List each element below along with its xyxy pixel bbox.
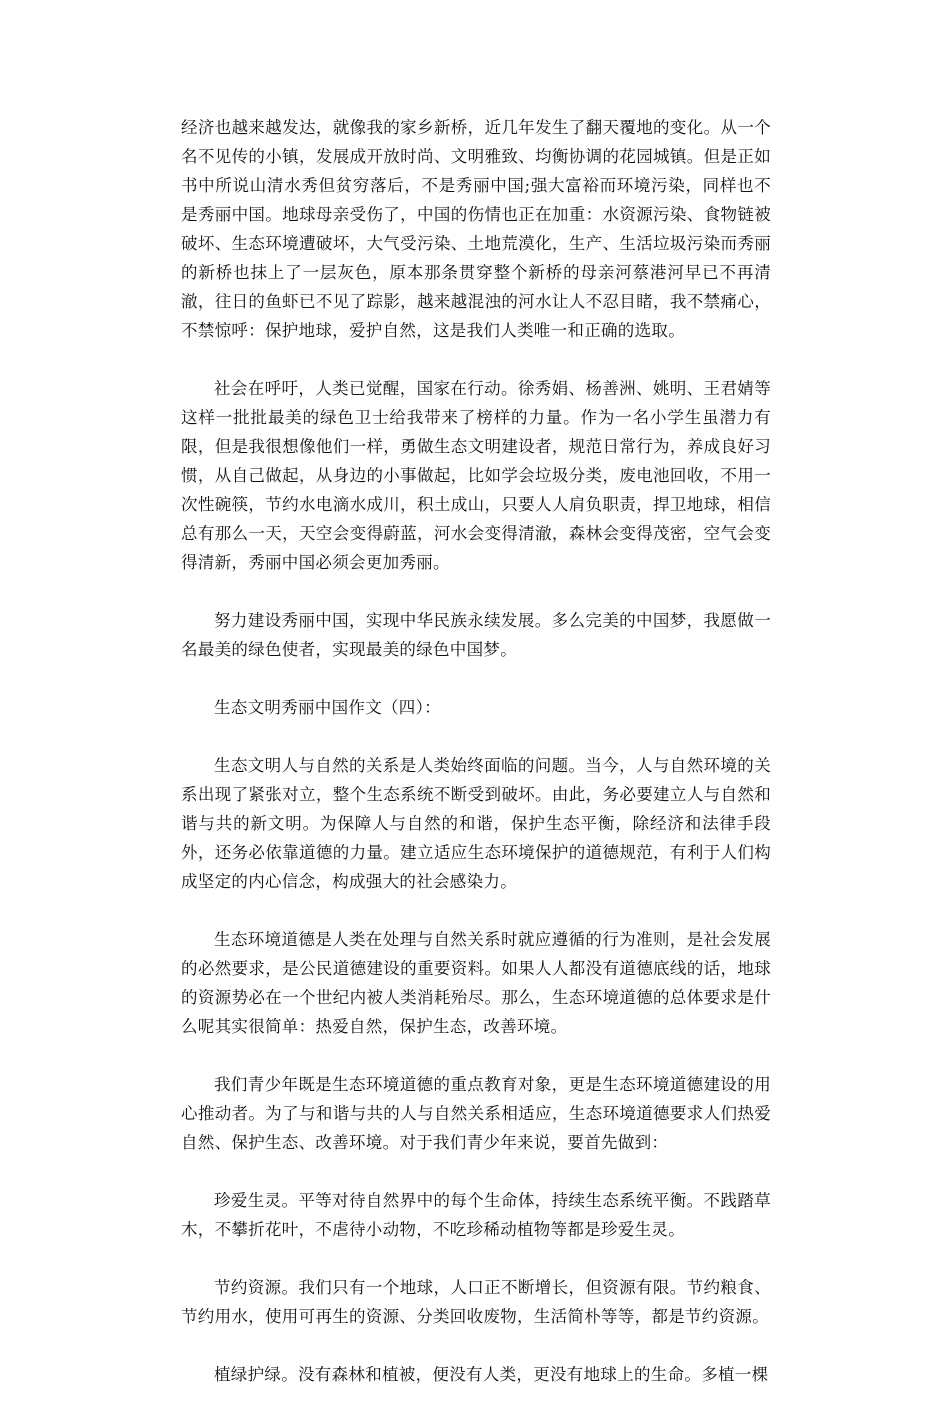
document-body [181,113,771,1418]
paragraph: 珍爱生灵。平等对待自然界中的每个生命体，持续生态系统平衡。不践踏草木，不攀折花叶，不虐待小动物，不吃珍稀动植物等都是珍爱生灵。 [181,1191,771,1239]
paragraph: 努力建设秀丽中国，实现中华民族永续发展。多么完美的中国梦，我愿做一名最美的绿色使者，实现最美的绿色中国梦。 [181,611,771,659]
section-heading: 生态文明秀丽中国作文（四）： [214,698,441,717]
paragraph: 生态环境道德是人类在处理与自然关系时就应遵循的行为准则，是社会发展的必然要求，是公民道德建设的重要资料。如果人人都没有道德底线的话，地球的资源势必在一个世纪内被人类消耗殆尽。那么，生态环境道德的总体要求是什么呢其实很简单：热爱自然，保护生态，改善环境。 [181,930,771,1036]
paragraph: 经济也越来越发达，就像我的家乡新桥，近几年发生了翻天覆地的变化。从一个名不见传的小镇，发展成开放时尚、文明雅致、均衡协调的花园城镇。但是正如书中所说山清水秀但贫穷落后，不是秀丽中国;强大富裕而环境污染，同样也不是秀丽中国。地球母亲受伤了，中国的伤情也正在加重：水资源污染、食物链被破坏、生态环境遭破坏，大气受污染、土地荒漠化，生产、生活垃圾污染而秀丽的新桥也抹上了一层灰色，原本那条贯穿整个新桥的母亲河蔡港河早已不再清澈，往日的鱼虾已不见了踪影，越来越混浊的河水让人不忍目睹，我不禁痛心，不禁惊呼：保护地球，爱护自然，这是我们人类唯一和正确的选取。 [181,118,771,340]
paragraph: 我们青少年既是生态环境道德的重点教育对象，更是生态环境道德建设的用心推动者。为了与和谐与共的人与自然关系相适应，生态环境道德要求人们热爱自然、保护生态、改善环境。对于我们青少年来说，要首先做到： [181,1075,771,1152]
paragraph: 植绿护绿。没有森林和植被，便没有人类，更没有地球上的生命。多植一棵 [214,1365,769,1384]
paragraph: 社会在呼吁，人类已觉醒，国家在行动。徐秀娟、杨善洲、姚明、王君婧等这样一批批最美的绿色卫士给我带来了榜样的力量。作为一名小学生虽潜力有限，但是我很想像他们一样，勇做生态文明建设者，规范日常行为，养成良好习惯，从自己做起，从身边的小事做起，比如学会垃圾分类，废电池回收，不用一次性碗筷，节约水电滴水成川，积土成山，只要人人肩负职责，捍卫地球，相信总有那么一天，天空会变得蔚蓝，河水会变得清澈，森林会变得茂密，空气会变得清新，秀丽中国必须会更加秀丽。 [181,379,771,572]
paragraph: 节约资源。我们只有一个地球，人口正不断增长，但资源有限。节约粮食、节约用水，使用可再生的资源、分类回收废物，生活简朴等等，都是节约资源。 [181,1278,771,1326]
paragraph: 生态文明人与自然的关系是人类始终面临的问题。当今，人与自然环境的关系出现了紧张对立，整个生态系统不断受到破坏。由此，务必要建立人与自然和谐与共的新文明。为保障人与自然的和谐，保护生态平衡，除经济和法律手段外，还务必依靠道德的力量。建立适应生态环境保护的道德规范，有利于人们构成坚定的内心信念，构成强大的社会感染力。 [181,756,771,891]
